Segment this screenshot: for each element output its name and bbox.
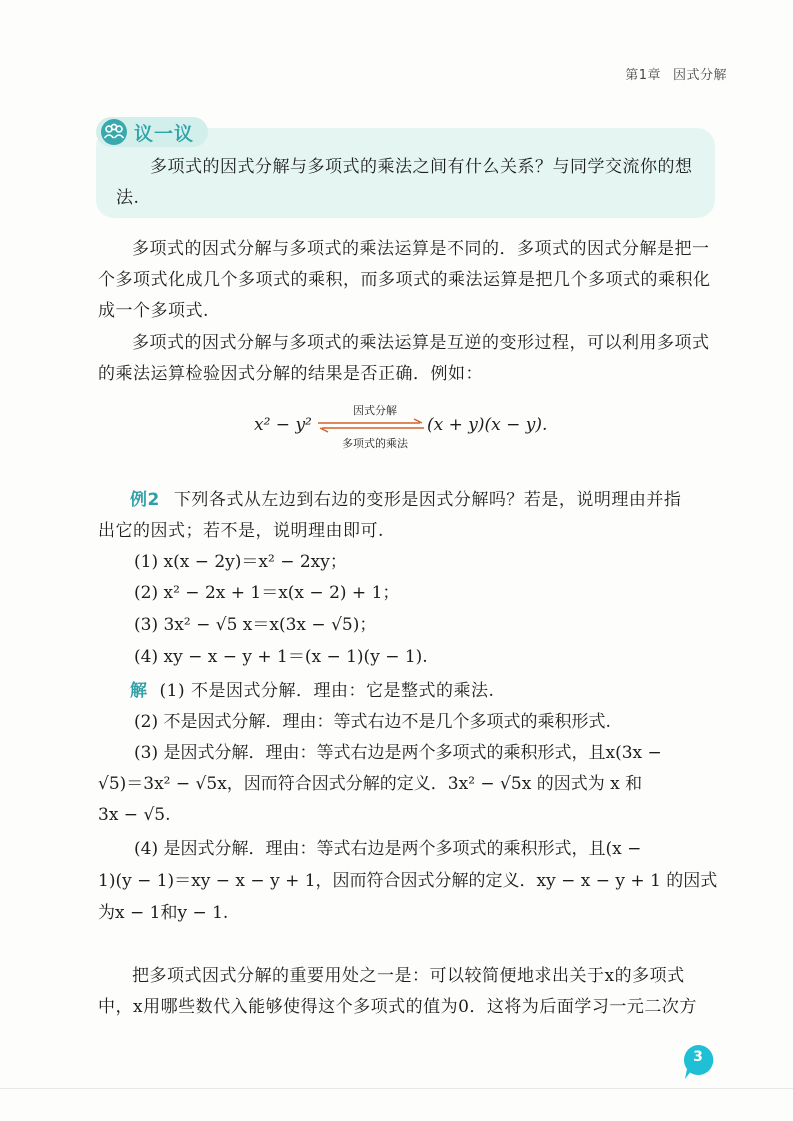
solution-4-line-2: 1)(y − 1)＝xy − x − y + 1，因而符合因式分解的定义．xy − x − y + 1 的因式 bbox=[98, 871, 718, 891]
example-label: 例2 bbox=[130, 490, 160, 510]
solution-3-line-3: 3x − √5. bbox=[98, 805, 171, 825]
solution-3-line-2: √5)＝3x² − √5x，因而符合因式分解的定义．3x² − √5x 的因式为 x 和 bbox=[98, 774, 643, 794]
chapter-title: 因式分解 bbox=[672, 68, 727, 83]
page-number-badge bbox=[681, 1043, 717, 1079]
solution-2: (2) 不是因式分解．理由：等式右边不是几个多项式的乘积形式. bbox=[134, 712, 611, 732]
people-group-icon bbox=[100, 118, 128, 146]
arrow-bottom-label: 多项式的乘法 bbox=[342, 437, 408, 450]
closing-line-1: 把多项式因式分解的重要用处之一是：可以较简便地求出关于x的多项式 bbox=[132, 966, 685, 986]
formula-lhs: x² − y² bbox=[254, 415, 312, 435]
discuss-title: 议一议 bbox=[134, 122, 195, 145]
closing-line-2: 中，x用哪些数代入能够使得这个多项式的值为0．这将为后面学习一元二次方 bbox=[98, 997, 697, 1017]
paragraph-2: 多项式的因式分解与多项式的乘法运算是互逆的变形过程，可以利用多项式的乘法运算检验因式分解的结果是否正确．例如： bbox=[98, 333, 710, 384]
formula-display bbox=[250, 404, 570, 452]
example-line-1 bbox=[130, 485, 681, 516]
formula-rhs: (x + y)(x − y). bbox=[427, 415, 548, 435]
example-item-2: (2) x² − 2x + 1＝x(x − 2) + 1； bbox=[134, 583, 400, 603]
solution-1: (1) 不是因式分解．理由：它是整式的乘法. bbox=[159, 681, 495, 701]
running-header bbox=[625, 64, 727, 83]
example-item-1: (1) x(x − 2y)＝x² − 2xy； bbox=[134, 552, 347, 572]
page-bottom-divider bbox=[0, 1088, 793, 1089]
solution-label: 解 bbox=[130, 681, 148, 701]
discuss-question: 多项式的因式分解与多项式的乘法之间有什么关系？与同学交流你的想法. bbox=[116, 157, 693, 208]
page-number: 3 bbox=[693, 1049, 703, 1065]
example-item-3: (3) 3x² − √5 x＝x(3x − √5)； bbox=[134, 615, 377, 635]
arrow-top-label: 因式分解 bbox=[353, 404, 397, 417]
discuss-tag bbox=[96, 117, 208, 147]
solution-4-line-3: 为x − 1和y − 1. bbox=[98, 903, 229, 923]
paragraph-1: 多项式的因式分解与多项式的乘法运算是不同的．多项式的因式分解是把一个多项式化成几个多项式的乘积，而多项式的乘法运算是把几个多项式的乘积化成一个多项式. bbox=[98, 239, 711, 321]
example-item-4: (4) xy − x − y + 1＝(x − 1)(y − 1). bbox=[134, 647, 428, 667]
double-arrow-icon bbox=[316, 418, 426, 434]
solution-line-1 bbox=[130, 676, 494, 707]
chapter-number: 第1章 bbox=[625, 68, 661, 83]
solution-3-line-1: (3) 是因式分解．理由：等式右边是两个多项式的乘积形式，且x(3x − bbox=[134, 743, 662, 763]
example-line-2: 出它的因式；若不是，说明理由即可. bbox=[98, 521, 384, 541]
example-text-1: 下列各式从左边到右边的变形是因式分解吗？若是，说明理由并指 bbox=[173, 490, 682, 510]
solution-4-line-1: (4) 是因式分解．理由：等式右边是两个多项式的乘积形式，且(x − bbox=[134, 839, 642, 859]
